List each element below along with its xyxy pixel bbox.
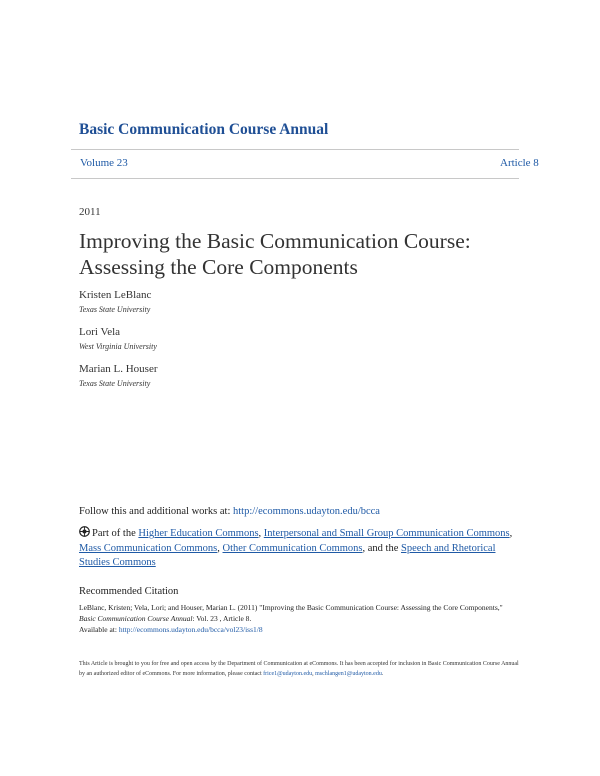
- separator: ,: [312, 671, 316, 677]
- journal-title[interactable]: Basic Communication Course Annual: [79, 121, 329, 138]
- part-of-commons: [79, 526, 519, 571]
- publication-year: 2011: [79, 206, 101, 218]
- title-line-1: Improving the Basic Communication Course:: [79, 229, 471, 253]
- commons-link-speech-rhetorical[interactable]: Speech and Rhetorical Studies Commons: [79, 542, 496, 568]
- author-affiliation: West Virginia University: [79, 342, 157, 351]
- author-affiliation: Texas State University: [79, 379, 151, 388]
- title-line-2: Assessing the Core Components: [79, 255, 358, 279]
- access-notice: [79, 659, 524, 679]
- commons-link-mass-communication[interactable]: Mass Communication Commons: [79, 542, 218, 554]
- article-link[interactable]: Article 8: [500, 157, 539, 169]
- citation-journal: Basic Communication Course Annual: [79, 614, 193, 623]
- separator: ,: [258, 528, 264, 539]
- follow-label: Follow this and additional works at:: [79, 506, 233, 517]
- part-of-prefix: Part of the: [92, 528, 139, 539]
- author-name: Marian L. Houser: [79, 363, 158, 375]
- follow-url-link[interactable]: http://ecommons.udayton.edu/bcca: [233, 506, 380, 517]
- citation-text: LeBlanc, Kristen; Vela, Lori; and Houser, Marian L. (2011) "Improving the Basic Communication Course: Assessing the Core Components,": [79, 603, 503, 612]
- separator: ,: [217, 542, 223, 554]
- citation-url-link[interactable]: http://ecommons.udayton.edu/bcca/vol23/iss1/8: [118, 625, 263, 634]
- author-name: Lori Vela: [79, 326, 121, 338]
- contact-email-link[interactable]: mschlangen1@udayton.edu: [315, 671, 382, 677]
- commons-link-higher-education[interactable]: Higher Education Commons: [138, 528, 259, 539]
- header-rule-bottom: [71, 178, 519, 179]
- paper-title: [79, 228, 471, 280]
- commons-link-other-communication[interactable]: Other Communication Commons: [222, 542, 363, 554]
- follow-line: [79, 506, 380, 517]
- commons-link-interpersonal[interactable]: Interpersonal and Small Group Communication Commons: [263, 528, 510, 539]
- author-affiliation: Texas State University: [79, 305, 151, 314]
- separator: , and the: [362, 542, 402, 554]
- citation-volume: : Vol. 23 , Article 8.: [192, 614, 252, 623]
- commons-network-icon: [79, 526, 90, 537]
- available-label: Available at:: [79, 625, 119, 634]
- volume-link[interactable]: Volume 23: [80, 157, 128, 169]
- author-name: Kristen LeBlanc: [79, 289, 152, 301]
- access-notice-text: This Article is brought to you for free and open access by the Department of Communication at eCommons. It has been accepted for inclusion in Basic Communication Course Annual by an authorized editor of eCommons. For more information, please contact: [79, 661, 519, 677]
- separator: ,: [509, 528, 513, 539]
- contact-email-link[interactable]: frice1@udayton.edu: [263, 671, 313, 677]
- notice-end: .: [381, 671, 384, 677]
- recommended-citation: [79, 602, 519, 635]
- recommended-citation-heading: Recommended Citation: [79, 586, 179, 597]
- header-rule-top: [71, 149, 519, 150]
